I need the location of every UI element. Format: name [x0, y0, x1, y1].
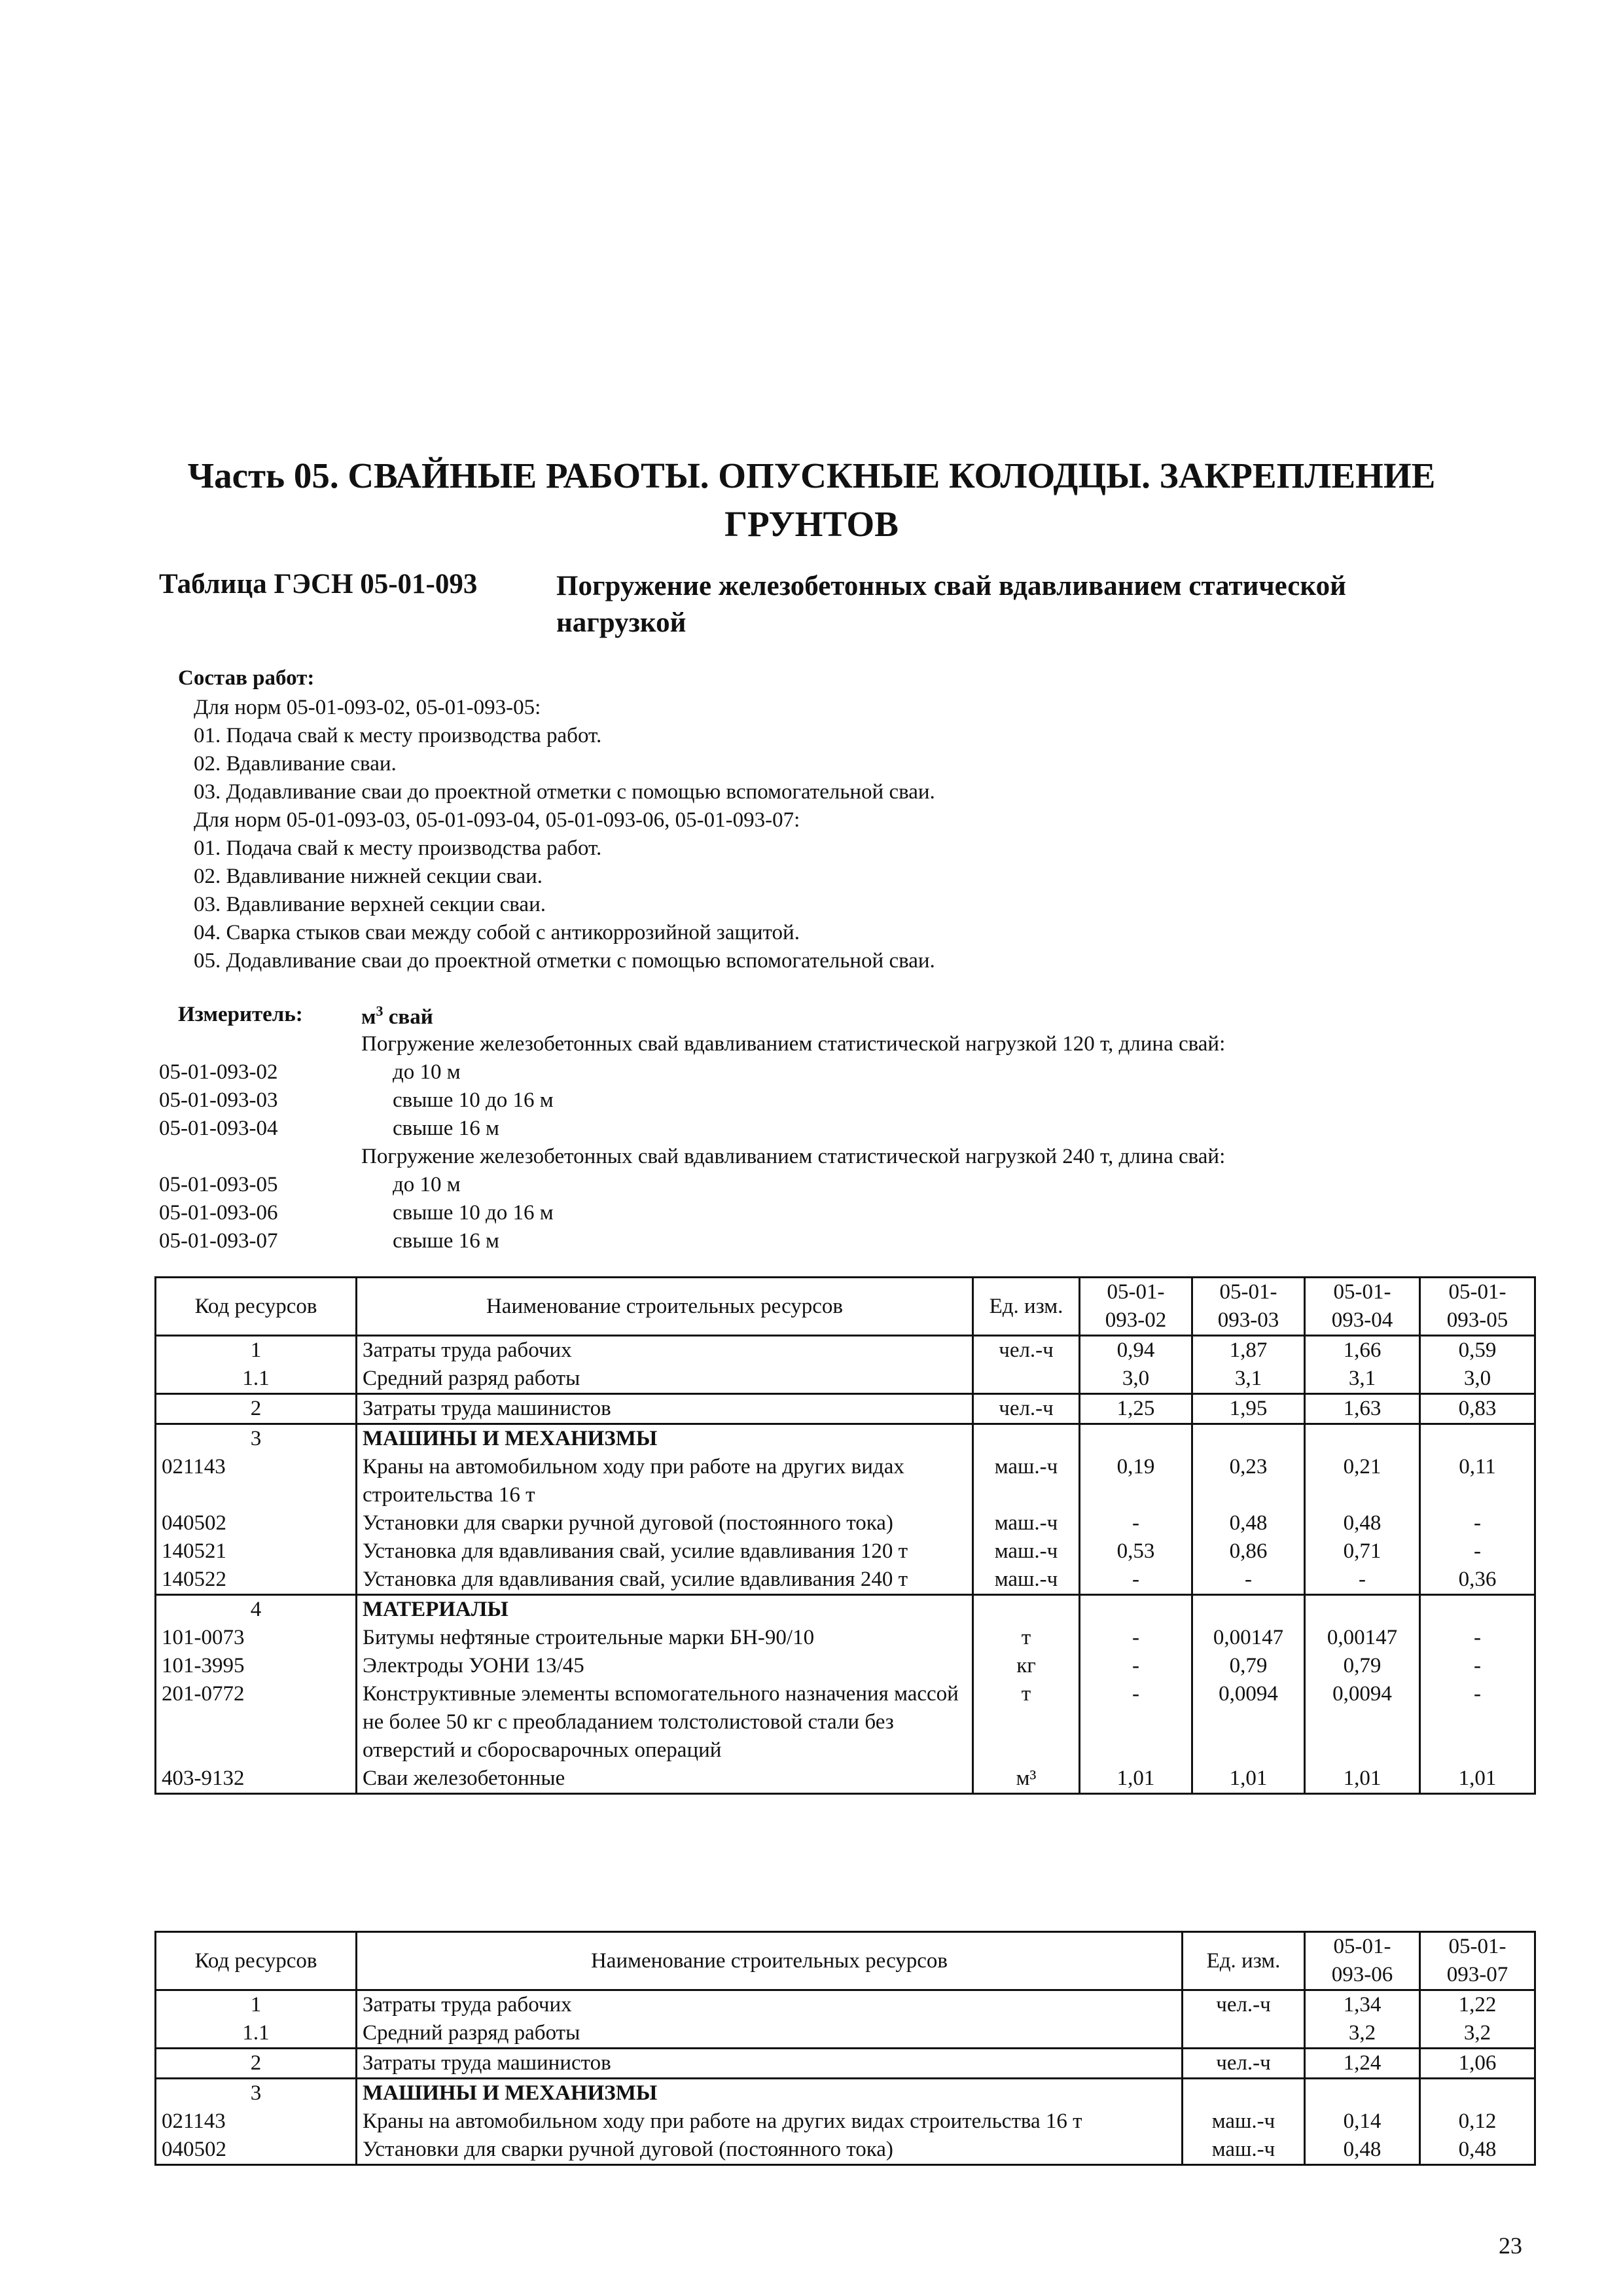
- norm-code: 05-01-093-02: [159, 1060, 278, 1084]
- cell-unit: чел.-ч: [973, 1394, 1080, 1424]
- cell-value: 0,14: [1305, 2108, 1420, 2136]
- cell-value: -: [1080, 1652, 1192, 1680]
- cell-value: -: [1420, 1624, 1535, 1652]
- header-norm-line: 093-05: [1446, 1308, 1508, 1332]
- cell-value: -: [1420, 1680, 1535, 1765]
- work-composition-line: 02. Вдавливание сваи.: [194, 752, 397, 776]
- cell-value: -: [1080, 1509, 1192, 1537]
- work-composition-line: 03. Додавливание сваи до проектной отметки с помощью вспомогательной сваи.: [194, 780, 935, 804]
- header-norm-column: [1420, 1278, 1535, 1336]
- cell-unit: маш.-ч: [973, 1537, 1080, 1566]
- cell-code: 1.1: [156, 2019, 357, 2049]
- cell-value: [1192, 1424, 1305, 1454]
- cell-value: [1305, 2079, 1420, 2108]
- cell-value: 1,95: [1192, 1394, 1305, 1424]
- cell-value: -: [1080, 1566, 1192, 1595]
- cell-code: 021143: [156, 2108, 357, 2136]
- cell-unit: м³: [973, 1765, 1080, 1794]
- cell-name: Сваи железобетонные: [357, 1765, 973, 1794]
- header-name: Наименование строительных ресурсов: [357, 1278, 973, 1336]
- cell-unit: маш.-ч: [1183, 2108, 1305, 2136]
- header-norm-line: 093-03: [1217, 1308, 1279, 1332]
- table-row: [156, 1566, 1535, 1595]
- header-name: Наименование строительных ресурсов: [357, 1932, 1183, 1990]
- norm-description: до 10 м: [393, 1173, 461, 1196]
- cell-name: Средний разряд работы: [357, 1365, 973, 1394]
- cell-value: 0,0094: [1305, 1680, 1420, 1765]
- norm-description: свыше 10 до 16 м: [393, 1201, 554, 1225]
- cell-value: 0,19: [1080, 1453, 1192, 1509]
- measure-unit-base: м: [361, 1005, 376, 1029]
- table-row: [156, 2079, 1535, 2108]
- cell-value: 1,66: [1305, 1336, 1420, 1365]
- cell-value: 0,48: [1420, 2136, 1535, 2165]
- work-composition-line: 05. Додавливание сваи до проектной отметки с помощью вспомогательной сваи.: [194, 949, 935, 973]
- cell-unit: [973, 1365, 1080, 1394]
- norm-code: 05-01-093-06: [159, 1201, 278, 1225]
- cell-code: 140522: [156, 1566, 357, 1595]
- cell-name: Электроды УОНИ 13/45: [357, 1652, 973, 1680]
- cell-value: 0,12: [1420, 2108, 1535, 2136]
- table-row: [156, 1365, 1535, 1394]
- cell-value: 0,79: [1192, 1652, 1305, 1680]
- header-code: Код ресурсов: [156, 1278, 357, 1336]
- header-norm-line: 05-01-: [1107, 1280, 1165, 1304]
- work-composition-line: 03. Вдавливание верхней секции сваи.: [194, 893, 546, 916]
- table-row: [156, 2136, 1535, 2165]
- cell-name: Краны на автомобильном ходу при работе на других видах строительства 16 т: [357, 1453, 973, 1509]
- work-composition-line: Для норм 05-01-093-03, 05-01-093-04, 05-01-093-06, 05-01-093-07:: [194, 808, 800, 832]
- cell-code: 040502: [156, 1509, 357, 1537]
- header-norm-line: 093-02: [1105, 1308, 1167, 1332]
- work-composition-line: Для норм 05-01-093-02, 05-01-093-05:: [194, 696, 541, 719]
- cell-value: 0,11: [1420, 1453, 1535, 1509]
- cell-code: 1.1: [156, 1365, 357, 1394]
- cell-value: 3,0: [1420, 1365, 1535, 1394]
- work-composition-line: 02. Вдавливание нижней секции сваи.: [194, 865, 543, 888]
- cell-code: 1: [156, 1336, 357, 1365]
- cell-value: -: [1080, 1680, 1192, 1765]
- cell-value: 1,24: [1305, 2049, 1420, 2079]
- cell-code: 1: [156, 1990, 357, 2020]
- table-row: [156, 2108, 1535, 2136]
- cell-value: 3,1: [1305, 1365, 1420, 1394]
- cell-name: Установка для вдавливания свай, усилие вдавливания 120 т: [357, 1537, 973, 1566]
- header-norm-line: 093-07: [1446, 1963, 1508, 1986]
- cell-value: 0,94: [1080, 1336, 1192, 1365]
- table-row: [156, 1652, 1535, 1680]
- cell-value: -: [1420, 1537, 1535, 1566]
- cell-unit: чел.-ч: [973, 1336, 1080, 1365]
- cell-value: [1420, 1424, 1535, 1454]
- cell-value: 1,01: [1305, 1765, 1420, 1794]
- cell-value: 0,48: [1192, 1509, 1305, 1537]
- cell-name: Затраты труда машинистов: [357, 1394, 973, 1424]
- work-composition-line: 01. Подача свай к месту производства работ.: [194, 836, 602, 860]
- cell-code: 140521: [156, 1537, 357, 1566]
- measure-unit: [361, 1003, 433, 1030]
- cell-value: 0,48: [1305, 1509, 1420, 1537]
- norm-description: до 10 м: [393, 1060, 461, 1084]
- cell-value: [1080, 1595, 1192, 1624]
- cell-value: 0,71: [1305, 1537, 1420, 1566]
- cell-value: 3,0: [1080, 1365, 1192, 1394]
- norm-code: 05-01-093-07: [159, 1229, 278, 1253]
- cell-value: 0,53: [1080, 1537, 1192, 1566]
- cell-code: 3: [156, 1424, 357, 1454]
- cell-unit: чел.-ч: [1183, 2049, 1305, 2079]
- norm-description: свыше 16 м: [393, 1117, 499, 1140]
- table-row: [156, 1336, 1535, 1365]
- norm-group-heading: Погружение железобетонных свай вдавливанием статистической нагрузкой 240 т, длина свай:: [361, 1145, 1226, 1168]
- cell-name: Установки для сварки ручной дуговой (постоянного тока): [357, 1509, 973, 1537]
- header-norm-line: 093-06: [1331, 1963, 1393, 1986]
- cell-name: Установки для сварки ручной дуговой (постоянного тока): [357, 2136, 1183, 2165]
- cell-name: МАШИНЫ И МЕХАНИЗМЫ: [357, 1424, 973, 1454]
- cell-value: 1,34: [1305, 1990, 1420, 2020]
- part-title: [131, 452, 1492, 548]
- cell-name: Битумы нефтяные строительные марки БН-90/10: [357, 1624, 973, 1652]
- cell-code: 2: [156, 2049, 357, 2079]
- measure-label: Измеритель:: [178, 1003, 303, 1026]
- cell-unit: [1183, 2079, 1305, 2108]
- header-norm-column: [1192, 1278, 1305, 1336]
- cell-value: 0,79: [1305, 1652, 1420, 1680]
- cell-unit: т: [973, 1624, 1080, 1652]
- work-composition-line: 04. Сварка стыков сваи между собой с антикоррозийной защитой.: [194, 921, 800, 944]
- table-row: [156, 1680, 1535, 1765]
- page-number: 23: [1499, 2233, 1522, 2259]
- cell-value: -: [1420, 1652, 1535, 1680]
- norm-group-heading: Погружение железобетонных свай вдавливанием статистической нагрузкой 120 т, длина свай:: [361, 1032, 1226, 1056]
- cell-value: [1420, 1595, 1535, 1624]
- measure-unit-sup: 3: [376, 1003, 383, 1019]
- norm-code: 05-01-093-04: [159, 1117, 278, 1140]
- cell-unit: маш.-ч: [973, 1509, 1080, 1537]
- cell-value: -: [1420, 1509, 1535, 1537]
- table-caption: Погружение железобетонных свай вдавливанием статической нагрузкой: [556, 571, 1346, 638]
- cell-name: Краны на автомобильном ходу при работе на других видах строительства 16 т: [357, 2108, 1183, 2136]
- part-title-line: ГРУНТОВ: [724, 504, 899, 544]
- cell-value: 1,22: [1420, 1990, 1535, 2020]
- header-norm-line: 05-01-: [1448, 1935, 1507, 1958]
- norm-description: свыше 10 до 16 м: [393, 1088, 554, 1112]
- cell-value: -: [1192, 1566, 1305, 1595]
- cell-value: 0,21: [1305, 1453, 1420, 1509]
- work-composition-list: [194, 694, 935, 975]
- cell-name: Конструктивные элементы вспомогательного назначения массой не более 50 кг с преобладанием толстолистовой стали без отверстий и сборосварочных операций: [357, 1680, 973, 1765]
- cell-value: 3,2: [1305, 2019, 1420, 2049]
- header-norm-column: [1305, 1932, 1420, 1990]
- cell-code: 2: [156, 1394, 357, 1424]
- cell-unit: маш.-ч: [973, 1453, 1080, 1509]
- header-unit: Ед. изм.: [973, 1278, 1080, 1336]
- cell-unit: маш.-ч: [973, 1566, 1080, 1595]
- header-norm-line: 05-01-: [1333, 1935, 1391, 1958]
- cell-value: 1,01: [1420, 1765, 1535, 1794]
- table-row: [156, 1394, 1535, 1424]
- table-row: [156, 1453, 1535, 1509]
- cell-code: 3: [156, 2079, 357, 2108]
- cell-code: 101-3995: [156, 1652, 357, 1680]
- cell-value: 3,1: [1192, 1365, 1305, 1394]
- cell-code: 040502: [156, 2136, 357, 2165]
- part-title-line: Часть 05. СВАЙНЫЕ РАБОТЫ. ОПУСКНЫЕ КОЛОДЦЫ. ЗАКРЕПЛЕНИЕ: [187, 456, 1436, 495]
- norm-code: 05-01-093-03: [159, 1088, 278, 1112]
- resources-table-2: [154, 1931, 1536, 2166]
- header-norm-column: [1080, 1278, 1192, 1336]
- cell-value: 0,23: [1192, 1453, 1305, 1509]
- cell-name: МАТЕРИАЛЫ: [357, 1595, 973, 1624]
- header-code: Код ресурсов: [156, 1932, 357, 1990]
- cell-code: 201-0772: [156, 1680, 357, 1765]
- cell-value: 1,25: [1080, 1394, 1192, 1424]
- cell-value: 3,2: [1420, 2019, 1535, 2049]
- cell-value: -: [1305, 1566, 1420, 1595]
- table-row: [156, 1990, 1535, 2020]
- cell-name: Затраты труда машинистов: [357, 2049, 1183, 2079]
- cell-name: Установка для вдавливания свай, усилие вдавливания 240 т: [357, 1566, 973, 1595]
- work-composition-heading: Состав работ:: [178, 666, 315, 690]
- norm-code: 05-01-093-05: [159, 1173, 278, 1196]
- cell-value: 0,59: [1420, 1336, 1535, 1365]
- header-unit: Ед. изм.: [1183, 1932, 1305, 1990]
- cell-value: [1080, 1424, 1192, 1454]
- cell-value: 0,86: [1192, 1537, 1305, 1566]
- table-row: [156, 2019, 1535, 2049]
- cell-value: 1,01: [1080, 1765, 1192, 1794]
- table-row: [156, 1424, 1535, 1454]
- table-row: [156, 1624, 1535, 1652]
- norm-description: свыше 16 м: [393, 1229, 499, 1253]
- cell-value: 0,00147: [1192, 1624, 1305, 1652]
- cell-value: 1,06: [1420, 2049, 1535, 2079]
- table-row: [156, 1509, 1535, 1537]
- cell-value: 0,48: [1305, 2136, 1420, 2165]
- header-norm-line: 05-01-: [1448, 1280, 1507, 1304]
- cell-unit: кг: [973, 1652, 1080, 1680]
- table-label: Таблица ГЭСН 05-01-093: [159, 569, 478, 600]
- header-row: [156, 1278, 1535, 1336]
- cell-value: 1,63: [1305, 1394, 1420, 1424]
- cell-unit: [973, 1424, 1080, 1454]
- header-row: [156, 1932, 1535, 1990]
- cell-name: МАШИНЫ И МЕХАНИЗМЫ: [357, 2079, 1183, 2108]
- cell-value: 1,87: [1192, 1336, 1305, 1365]
- table-row: [156, 1595, 1535, 1624]
- cell-name: Средний разряд работы: [357, 2019, 1183, 2049]
- measure-unit-rest: свай: [383, 1005, 433, 1029]
- cell-unit: чел.-ч: [1183, 1990, 1305, 2020]
- cell-value: 0,83: [1420, 1394, 1535, 1424]
- cell-value: -: [1080, 1624, 1192, 1652]
- cell-code: 403-9132: [156, 1765, 357, 1794]
- header-norm-column: [1305, 1278, 1420, 1336]
- cell-code: 101-0073: [156, 1624, 357, 1652]
- cell-unit: маш.-ч: [1183, 2136, 1305, 2165]
- cell-value: [1192, 1595, 1305, 1624]
- table-row: [156, 2049, 1535, 2079]
- table-row: [156, 1765, 1535, 1794]
- cell-unit: [1183, 2019, 1305, 2049]
- cell-value: 0,00147: [1305, 1624, 1420, 1652]
- cell-value: [1420, 2079, 1535, 2108]
- header-norm-line: 05-01-: [1219, 1280, 1277, 1304]
- cell-code: 4: [156, 1595, 357, 1624]
- cell-unit: т: [973, 1680, 1080, 1765]
- cell-value: [1305, 1595, 1420, 1624]
- work-composition-line: 01. Подача свай к месту производства работ.: [194, 724, 602, 747]
- table-row: [156, 1537, 1535, 1566]
- header-norm-column: [1420, 1932, 1535, 1990]
- cell-code: 021143: [156, 1453, 357, 1509]
- cell-value: [1305, 1424, 1420, 1454]
- cell-value: 0,36: [1420, 1566, 1535, 1595]
- cell-value: 0,0094: [1192, 1680, 1305, 1765]
- cell-unit: [973, 1595, 1080, 1624]
- resources-table-1: [154, 1276, 1536, 1795]
- cell-name: Затраты труда рабочих: [357, 1336, 973, 1365]
- header-norm-line: 05-01-: [1333, 1280, 1391, 1304]
- cell-name: Затраты труда рабочих: [357, 1990, 1183, 2020]
- cell-value: 1,01: [1192, 1765, 1305, 1794]
- header-norm-line: 093-04: [1331, 1308, 1393, 1332]
